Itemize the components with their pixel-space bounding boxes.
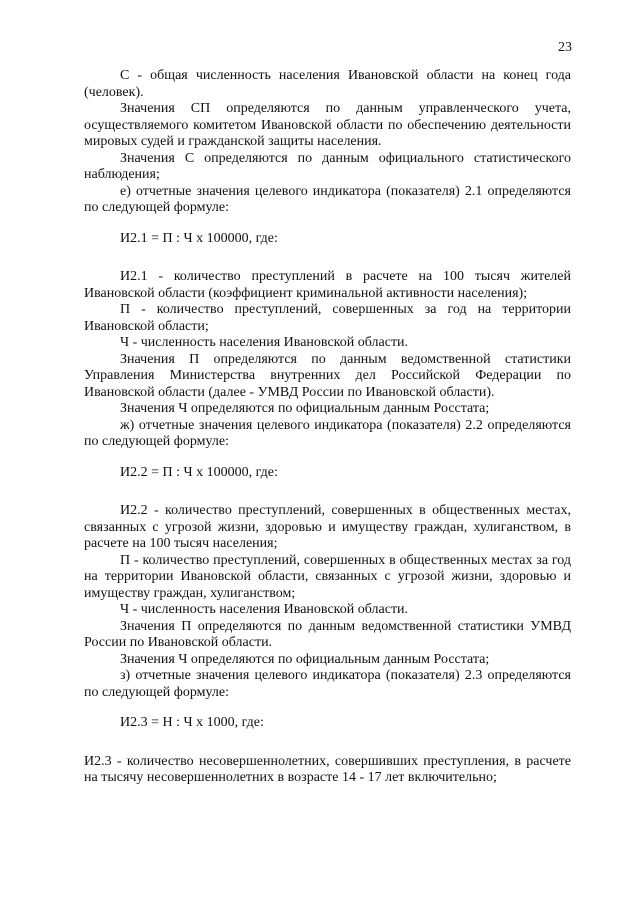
paragraph: ж) отчетные значения целевого индикатора (показателя) 2.2 определяются по следующей формуле: bbox=[84, 417, 571, 449]
page-number: 23 bbox=[558, 40, 572, 55]
formula: И2.1 = П : Ч x 100000, где: bbox=[120, 230, 278, 246]
document-body bbox=[84, 68, 571, 787]
paragraph: з) отчетные значения целевого индикатора (показателя) 2.3 определяются по следующей формуле: bbox=[84, 668, 571, 700]
formula: И2.2 = П : Ч x 100000, где: bbox=[120, 464, 278, 480]
paragraph: И2.2 - количество преступлений, совершенных в общественных местах, связанных с угрозой жизни, здоровью и имуществу граждан, хулиганством, в расчете на 100 тысяч населения; bbox=[84, 503, 571, 551]
paragraph: С - общая численность населения Ивановской области на конец года (человек). bbox=[84, 68, 571, 100]
paragraph: е) отчетные значения целевого индикатора (показателя) 2.1 определяются по следующей формуле: bbox=[84, 183, 571, 215]
paragraph: И2.3 - количество несовершеннолетних, совершивших преступления, в расчете на тысячу несовершеннолетних в возрасте 14 - 17 лет включительно; bbox=[84, 753, 571, 785]
paragraph: Значения СП определяются по данным управленческого учета, осуществляемого комитетом Ивановской области по обеспечению деятельности мировых судей и гражданской защиты населения. bbox=[84, 101, 571, 149]
paragraph: Значения Ч определяются по официальным данным Росстата; bbox=[120, 401, 490, 416]
paragraph: Ч - численность населения Ивановской области. bbox=[120, 335, 409, 350]
paragraph: П - количество преступлений, совершенных за год на территории Ивановской области; bbox=[84, 302, 571, 334]
formula: И2.3 = Н : Ч x 1000, где: bbox=[120, 715, 264, 730]
paragraph: Ч - численность населения Ивановской области. bbox=[120, 602, 409, 617]
paragraph: П - количество преступлений, совершенных в общественных местах за год на территории Ивановской области, связанных с угрозой жизни, здоровью и имуществу граждан, хулиганством; bbox=[84, 552, 571, 601]
paragraph: Значения С определяются по данным официального статистического наблюдения; bbox=[84, 150, 571, 182]
paragraph: И2.1 - количество преступлений в расчете на 100 тысяч жителей Ивановской области (коэффициент криминальной активности населения); bbox=[84, 269, 571, 301]
paragraph: Значения П определяются по данным ведомственной статистики УМВД России по Ивановской области. bbox=[84, 618, 571, 650]
paragraph: Значения Ч определяются по официальным данным Росстата; bbox=[120, 651, 490, 667]
paragraph: Значения П определяются по данным ведомственной статистики Управления Министерства внутренних дел Российской Федерации по Ивановской области (далее - УМВД России по Ивановской области). bbox=[84, 351, 571, 400]
